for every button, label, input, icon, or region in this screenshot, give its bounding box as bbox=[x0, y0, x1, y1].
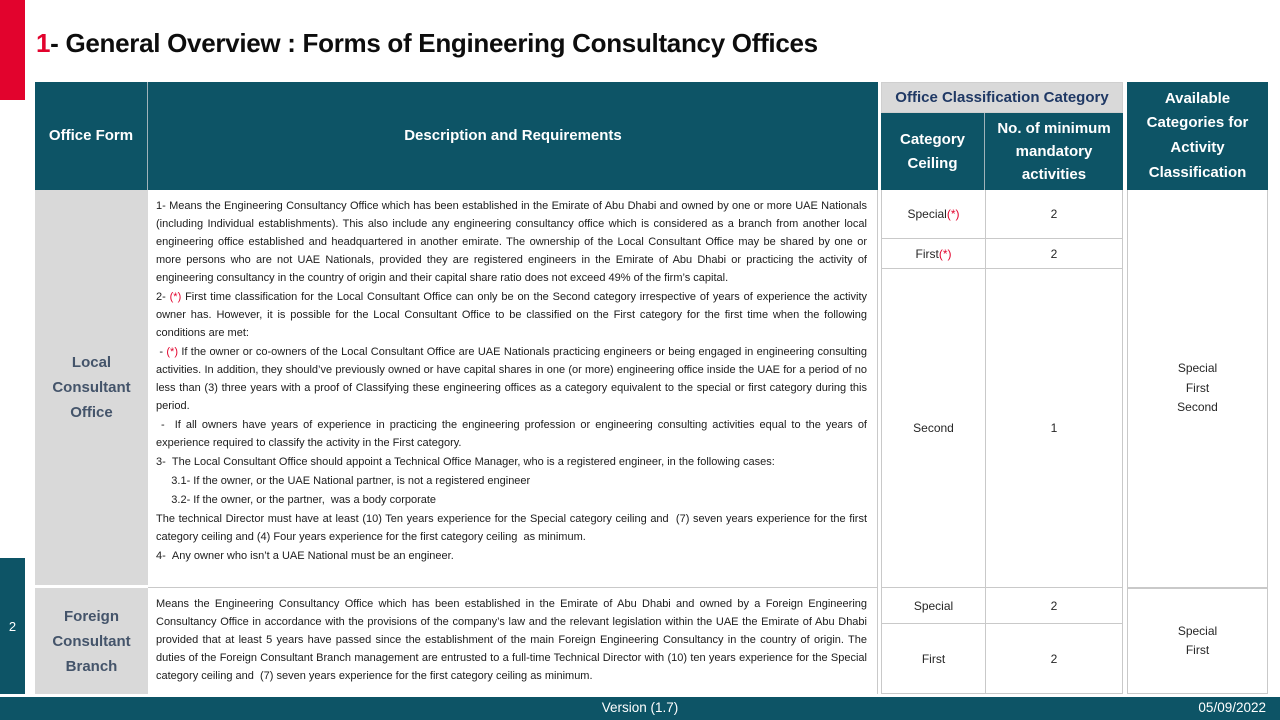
activities-cell: 2 bbox=[985, 588, 1123, 624]
activities-cell: 2 bbox=[985, 239, 1123, 269]
row-label-local-consultant-office: Local Consultant Office bbox=[35, 190, 148, 588]
category-cell: Special (*) bbox=[881, 190, 985, 239]
title-number: 1 bbox=[36, 28, 51, 58]
offices-table bbox=[35, 82, 1268, 694]
description-foreign-consultant-branch: Means the Engineering Consultancy Office which has been established in the Emirate of Abu Dhabi and owned by a Foreign Engineering Consultancy Office in accordance with the provisions of the company’s law and the relevant legislation within the UAE the Emirate of Abu Dhabi provided that at least 5 years have passed since the establishment of the main Foreign Engineering Consultancy in the country of origin. The duties of the Foreign Consultant Branch management are entrusted to a full-time Technical Director with (10) ten years experience for the Special category ceiling and (7) seven years experience for the first category ceiling as minimum. bbox=[148, 588, 878, 694]
activities-cell: 2 bbox=[985, 190, 1123, 239]
header-min-activities: No. of minimum mandatory activities bbox=[985, 113, 1123, 190]
description-local-consultant-office: 1- Means the Engineering Consultancy Office which has been established in the Emirate of Abu Dhabi and owned by one or more UAE Nationals (including Individual establishments). This also include any engineering consultancy office which is considered as a branch from another local engineering office established and headquartered in another emirate. The ownership of the Local Consultant Office may be shared by one or more persons who are not UAE Nationals, provided they are registered engineers in the Emirate of Abu Dhabi or practicing the activity of engineering consultancy in the country of origin and their capital share ratio does not exceed 49% of the firm’s capital. 2- (*) First time classification for the Local Consultant Office can only be on the Second category irrespective of years of experience the activity owner has. However, it is possible for the Local Consultant Office to be classified on the First category for the first time when the following conditions are met: - (*) If the owner or co-owners of the Local Consultant Office are UAE Nationals practicing engineers or being engaged in engineering consulting activities. In addition, they should’ve previously owned or have capital shares in one (or more) engineering office inside the UAE for a period of no less than (3) three years with a proof of Classifying these engineering offices as a category equivalent to the special or first category during this period. - If all owners have years of experience in practicing the engineering profession or engineering consulting activities equal to the years of experience required to classify the activity in the First category. 3- The Local Consultant Office should appoint a Technical Office Manager, who is a registered engineer, in the following cases: 3.1- If the owner, or the UAE National partner, is not a registered engineer 3.2- If the owner, or the partner, was a body corporate The technical Director must have at least (10) Ten years experience for the Special category ceiling and (7) seven years experience for the first category ceiling and (4) Four years experience for the first category ceiling as minimum. 4- Any owner who isn’t a UAE National must be an engineer. bbox=[148, 190, 878, 588]
header-classification-group: Office Classification Category bbox=[881, 82, 1123, 113]
header-description: Description and Requirements bbox=[148, 82, 878, 190]
page-number: 2 bbox=[8, 618, 17, 634]
available-categories-cell: Special First bbox=[1127, 588, 1268, 694]
footer-date: 05/09/2022 bbox=[1198, 700, 1266, 715]
page-title bbox=[36, 28, 818, 59]
header-office-form: Office Form bbox=[35, 82, 148, 190]
footer-version: Version (1.7) bbox=[601, 700, 679, 715]
row-label-foreign-consultant-branch: Foreign Consultant Branch bbox=[35, 588, 148, 694]
category-cell: Second bbox=[881, 269, 985, 588]
red-accent-bar bbox=[0, 0, 25, 100]
available-categories-cell: Special First Second bbox=[1127, 190, 1268, 588]
category-cell: First bbox=[881, 624, 985, 694]
activities-cell: 2 bbox=[985, 624, 1123, 694]
footer-bar bbox=[0, 697, 1280, 720]
category-cell: First (*) bbox=[881, 239, 985, 269]
title-text: - General Overview : Forms of Engineering Consultancy Offices bbox=[50, 28, 818, 58]
page-number-badge bbox=[0, 558, 25, 694]
category-cell: Special bbox=[881, 588, 985, 624]
activities-cell: 1 bbox=[985, 269, 1123, 588]
header-available-categories: Available Categories for Activity Classification bbox=[1127, 82, 1268, 190]
header-category-ceiling: Category Ceiling bbox=[881, 113, 985, 190]
